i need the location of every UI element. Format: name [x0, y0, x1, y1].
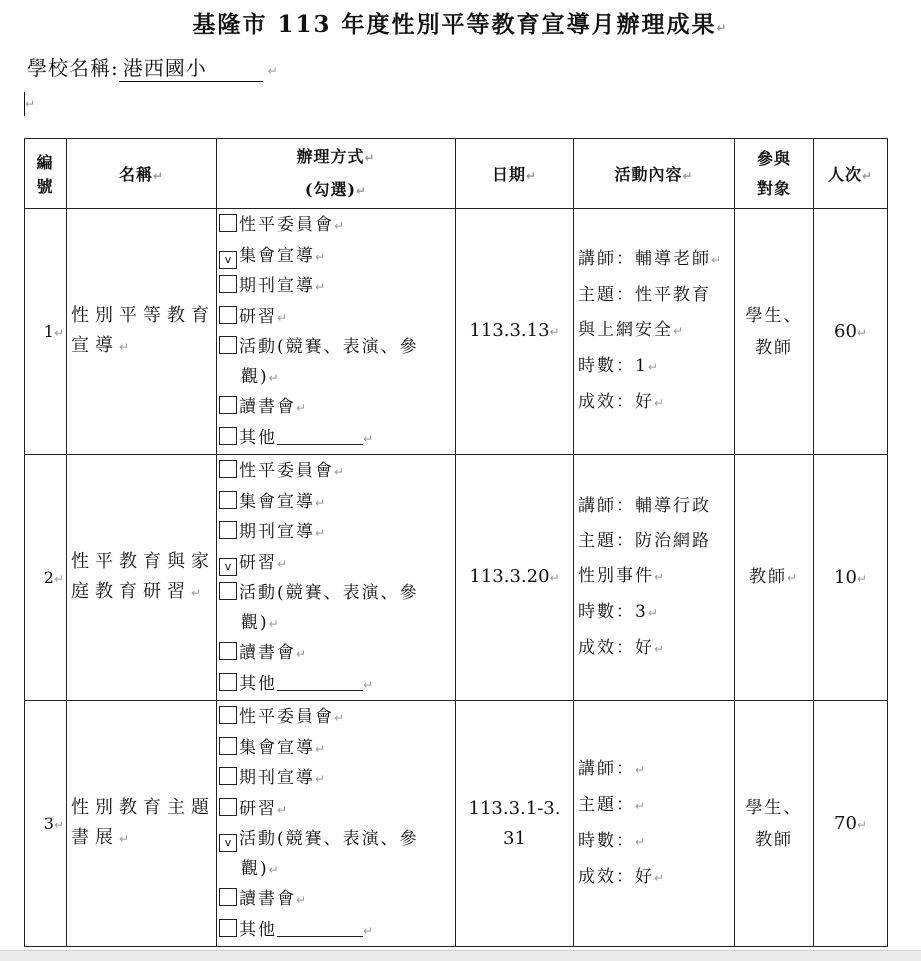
- header-content: 活動內容↵: [574, 139, 735, 209]
- activity-date: 113.3.13↵: [456, 209, 574, 455]
- header-method: 辦理方式↵ (勾選)↵: [217, 139, 456, 209]
- row-number: 1↵: [25, 209, 67, 455]
- table-header-row: [25, 139, 888, 209]
- row-number: 2↵: [25, 455, 67, 701]
- document-title: 基隆市 113 年度性別平等教育宣導月辦理成果↵: [192, 11, 729, 38]
- checkbox[interactable]: [219, 275, 237, 293]
- method-checklist: 性平委員會↵ 集會宣導↵ 期刊宣導↵ 研習↵ v 活動(競賽、表演、參 觀)↵ 讀書會↵ 其他 ↵: [217, 701, 456, 947]
- checkbox[interactable]: [219, 306, 237, 324]
- checkbox[interactable]: [219, 460, 237, 478]
- checkbox-checked[interactable]: v: [219, 834, 237, 852]
- method-checklist: 性平委員會↵ v 集會宣導↵ 期刊宣導↵ 研習↵ 活動(競賽、表演、參 觀)↵ 讀書會↵ 其他 ↵: [217, 209, 456, 455]
- empty-paragraph[interactable]: ↵: [24, 92, 35, 116]
- checkbox[interactable]: [219, 336, 237, 354]
- table-row: [25, 701, 888, 947]
- checkbox[interactable]: [219, 642, 237, 660]
- checkbox[interactable]: [219, 521, 237, 539]
- results-table: [24, 138, 888, 947]
- checkbox[interactable]: [219, 427, 237, 445]
- activity-name: 性平教育與家庭教育研習↵: [67, 455, 217, 701]
- activity-name: 性別平等教育宣導↵: [67, 209, 217, 455]
- checkbox[interactable]: [219, 396, 237, 414]
- activity-date: 113.3.20↵: [456, 455, 574, 701]
- participants: 學生、教師: [735, 209, 814, 455]
- table-row: [25, 209, 888, 455]
- checkbox[interactable]: [219, 673, 237, 691]
- attendance-count: 70↵: [814, 701, 888, 947]
- checkbox[interactable]: [219, 888, 237, 906]
- checkbox-checked[interactable]: v: [219, 558, 237, 576]
- checkbox[interactable]: [219, 919, 237, 937]
- participants: 學生、教師: [735, 701, 814, 947]
- school-name-value[interactable]: 港西國小: [119, 52, 263, 82]
- table-row: [25, 455, 888, 701]
- checkbox[interactable]: [219, 214, 237, 232]
- activity-date: 113.3.1-3.31: [456, 701, 574, 947]
- attendance-count: 10↵: [814, 455, 888, 701]
- activity-name: 性別教育主題書展↵: [67, 701, 217, 947]
- checkbox[interactable]: [219, 706, 237, 724]
- checkbox[interactable]: [219, 582, 237, 600]
- school-label: 學校名稱:: [27, 56, 119, 80]
- header-target: 參與對象: [735, 139, 814, 209]
- header-count: 人次↵: [814, 139, 888, 209]
- activity-content: 講師：↵ 主題：↵ 時數：↵ 成效：好↵: [574, 701, 735, 947]
- window-bottom-bar: [0, 950, 921, 961]
- checkbox[interactable]: [219, 767, 237, 785]
- checkbox-checked[interactable]: v: [219, 251, 237, 269]
- participants: 教師↵: [735, 455, 814, 701]
- school-name-line: 學校名稱: 港西國小 ↵: [27, 52, 279, 82]
- checkbox[interactable]: [219, 737, 237, 755]
- activity-content: 講師：輔導行政 主題：防治網路 性別事件↵ 時數：3↵ 成效：好↵: [574, 455, 735, 701]
- attendance-count: 60↵: [814, 209, 888, 455]
- activity-content: 講師：輔導老師↵ 主題：性平教育 與上網安全↵ 時數：1↵ 成效：好↵: [574, 209, 735, 455]
- header-name: 名稱↵: [67, 139, 217, 209]
- header-date: 日期↵: [456, 139, 574, 209]
- row-number: 3↵: [25, 701, 67, 947]
- method-checklist: 性平委員會↵ 集會宣導↵ 期刊宣導↵ v 研習↵ 活動(競賽、表演、參 觀)↵ 讀書會↵ 其他 ↵: [217, 455, 456, 701]
- checkbox[interactable]: [219, 491, 237, 509]
- header-no: 編號: [25, 139, 67, 209]
- checkbox[interactable]: [219, 798, 237, 816]
